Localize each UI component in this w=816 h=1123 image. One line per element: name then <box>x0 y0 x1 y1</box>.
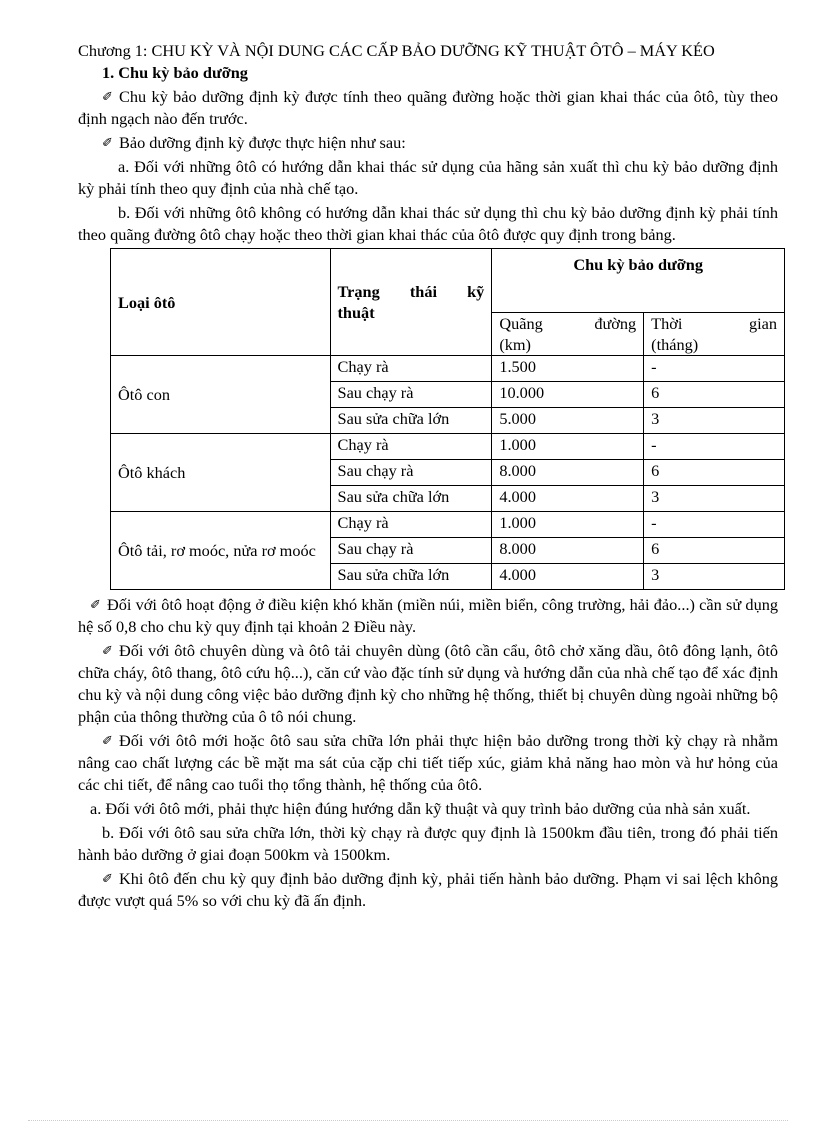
state-cell: Chạy rà <box>330 512 492 538</box>
state-cell: Sau chạy rà <box>330 538 492 564</box>
document-page <box>78 40 778 912</box>
pencil-icon: ✐ <box>102 89 113 104</box>
state-cell: Chạy rà <box>330 434 492 460</box>
paragraph: ✐ Bảo dưỡng định kỳ được thực hiện như sau: <box>102 133 406 152</box>
pencil-icon: ✐ <box>102 871 113 886</box>
header-time: Thời gian (tháng) <box>644 313 785 356</box>
paragraph: a. Đối với những ôtô có hướng dẫn khai thác sử dụng của hãng sản xuất thì chu kỳ bảo dưỡng định kỳ phải tính theo quy định của nhà chế tạo. <box>78 157 778 198</box>
distance-cell: 4.000 <box>492 564 644 590</box>
state-cell: Chạy rà <box>330 356 492 382</box>
time-cell: 3 <box>644 486 785 512</box>
header-distance: Quãng đường (km) <box>492 313 644 356</box>
distance-cell: 10.000 <box>492 382 644 408</box>
paragraph: b. Đối với những ôtô không có hướng dẫn khai thác sử dụng thì chu kỳ bảo dưỡng định kỳ phải tính theo quãng đường ôtô chạy hoặc theo thời gian khai thác của ôtô được quy định trong bảng. <box>78 203 778 244</box>
time-cell: 6 <box>644 382 785 408</box>
page-bottom-divider <box>28 1120 788 1121</box>
distance-cell: 8.000 <box>492 460 644 486</box>
header-technical-state: Trạng thái kỹ thuật <box>330 249 492 356</box>
distance-cell: 1.000 <box>492 434 644 460</box>
time-cell: 6 <box>644 538 785 564</box>
distance-cell: 4.000 <box>492 486 644 512</box>
pencil-icon: ✐ <box>90 597 101 612</box>
distance-cell: 1.000 <box>492 512 644 538</box>
time-cell: 3 <box>644 564 785 590</box>
vehicle-cell: Ôtô tải, rơ moóc, nửa rơ moóc <box>111 512 331 590</box>
time-cell: - <box>644 512 785 538</box>
state-cell: Sau sửa chữa lớn <box>330 408 492 434</box>
distance-cell: 5.000 <box>492 408 644 434</box>
time-cell: - <box>644 434 785 460</box>
header-vehicle-type: Loại ôtô <box>111 249 331 356</box>
vehicle-cell: Ôtô con <box>111 356 331 434</box>
pencil-icon: ✐ <box>102 135 113 150</box>
paragraph: b. Đối với ôtô sau sửa chữa lớn, thời kỳ chạy rà được quy định là 1500km đầu tiên, trong đó phải tiến hành bảo dưỡng ở giai đoạn 500km và 1500km. <box>78 823 778 864</box>
chapter-title: Chương 1: CHU KỲ VÀ NỘI DUNG CÁC CẤP BẢO DƯỠNG KỸ THUẬT ÔTÔ – MÁY KÉO <box>78 41 715 60</box>
vehicle-cell: Ôtô khách <box>111 434 331 512</box>
time-cell: - <box>644 356 785 382</box>
paragraph: ✐ Chu kỳ bảo dưỡng định kỳ được tính theo quãng đường hoặc thời gian khai thác của ôtô, tùy theo định ngạch nào đến trước. <box>78 87 778 128</box>
distance-cell: 8.000 <box>492 538 644 564</box>
paragraph: ✐ Khi ôtô đến chu kỳ quy định bảo dưỡng định kỳ, phải tiến hành bảo dưỡng. Phạm vi sai lệch không được vượt quá 5% so với chu kỳ đã ấn định. <box>78 869 778 910</box>
header-maintenance-cycle: Chu kỳ bảo dưỡng <box>492 249 785 313</box>
paragraph: a. Đối với ôtô mới, phải thực hiện đúng hướng dẫn kỹ thuật và quy trình bảo dưỡng của nhà sản xuất. <box>90 799 751 818</box>
pencil-icon: ✐ <box>102 643 113 658</box>
time-cell: 3 <box>644 408 785 434</box>
distance-cell: 1.500 <box>492 356 644 382</box>
state-cell: Sau sửa chữa lớn <box>330 564 492 590</box>
state-cell: Sau chạy rà <box>330 382 492 408</box>
state-cell: Sau chạy rà <box>330 460 492 486</box>
state-cell: Sau sửa chữa lớn <box>330 486 492 512</box>
paragraph: ✐ Đối với ôtô chuyên dùng và ôtô tải chuyên dùng (ôtô cần cẩu, ôtô chở xăng dầu, ôtô đông lạnh, ôtô chữa cháy, ôtô thang, ôtô cứu hộ...), căn cứ vào đặc tính sử dụng và hướng dẫn của nhà chế tạo để xác định chu kỳ và nội dung công việc bảo dưỡng định kỳ cho những hệ thống, thiết bị chuyên dùng ngoài những bộ phận của thông thường của ô tô nói chung. <box>78 641 778 726</box>
time-cell: 6 <box>644 460 785 486</box>
paragraph: ✐ Đối với ôtô mới hoặc ôtô sau sửa chữa lớn phải thực hiện bảo dưỡng trong thời kỳ chạy rà nhằm nâng cao chất lượng các bề mặt ma sát của cặp chi tiết tiếp xúc, giảm khả năng hao mòn và hư hỏng của các chi tiết, để nâng cao tuổi thọ tổng thành, hệ thống của ôtô. <box>78 731 778 794</box>
paragraph: ✐ Đối với ôtô hoạt động ở điều kiện khó khăn (miền núi, miền biển, công trường, hải đảo...) cần sử dụng hệ số 0,8 cho chu kỳ quy định tại khoản 2 Điều này. <box>78 595 778 636</box>
maintenance-cycle-table <box>110 248 785 590</box>
pencil-icon: ✐ <box>102 733 113 748</box>
section-heading: 1. Chu kỳ bảo dưỡng <box>102 63 248 82</box>
